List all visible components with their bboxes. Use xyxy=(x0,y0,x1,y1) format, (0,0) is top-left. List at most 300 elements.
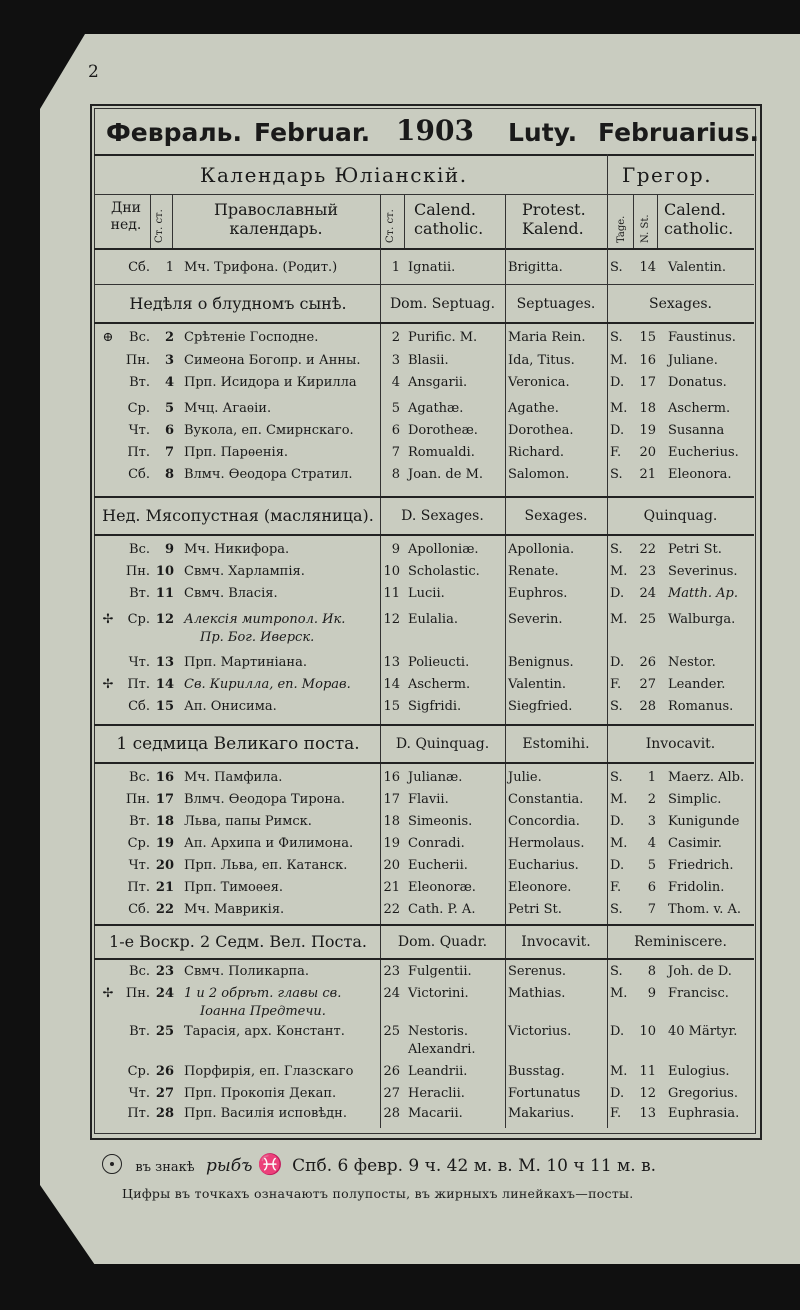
greg-weekday: M. xyxy=(610,401,628,416)
col-ost-header: Ст. ст. xyxy=(154,209,165,243)
catholic-entry: Sigfridi. xyxy=(408,699,462,714)
title-de: Februar. xyxy=(254,118,371,147)
catholic-entry: Victorini. xyxy=(408,986,469,1001)
day-number: 20 xyxy=(155,858,174,873)
greg-day-number: 7 xyxy=(647,902,656,917)
protestant-entry: Renate. xyxy=(508,564,559,579)
catholic-entry: Lucii. xyxy=(408,586,445,601)
day-number-2: 8 xyxy=(391,467,400,482)
catholic-entry: Purific. M. xyxy=(408,330,478,345)
table-row xyxy=(96,654,752,674)
month-title xyxy=(96,112,759,154)
section-header-orthodox: Недѣля о блудномъ сынѣ. xyxy=(129,294,347,313)
greg-catholic-entry: Gregorius. xyxy=(668,1086,738,1101)
catholic-entry-continued: Alexandri. xyxy=(408,1042,476,1057)
orthodox-entry: Льва, папы Римск. xyxy=(184,814,312,829)
catholic-entry: Polieucti. xyxy=(408,655,470,670)
orthodox-entry: Прп. Василія исповѣдн. xyxy=(184,1106,347,1121)
table-row xyxy=(96,769,752,789)
protestant-entry: Dorothea. xyxy=(508,423,574,438)
title-ru: Февраль. xyxy=(106,118,242,147)
catholic-entry: Macarii. xyxy=(408,1106,463,1121)
vline xyxy=(404,194,405,248)
orthodox-entry: Прп. Мартиніана. xyxy=(184,655,307,670)
section-header-gregorian: Reminiscere. xyxy=(634,934,727,950)
protestant-entry: Veronica. xyxy=(508,375,570,390)
col-orthodox-header xyxy=(178,200,374,238)
catholic-entry: Flavii. xyxy=(408,792,449,807)
orthodox-entry-continued: Іоанна Предтечи. xyxy=(200,1004,326,1019)
table-row xyxy=(96,676,752,696)
orthodox-entry-continued: Пр. Бог. Иверск. xyxy=(200,630,315,645)
divider xyxy=(94,958,754,960)
col-nst-header: N. St. xyxy=(640,214,651,243)
orthodox-entry: Прп. Льва, еп. Катанск. xyxy=(184,858,348,873)
catholic-entry: Eleonoræ. xyxy=(408,880,476,895)
title-pl: Luty. xyxy=(508,118,578,147)
catholic-entry: Conradi. xyxy=(408,836,465,851)
day-number-2: 15 xyxy=(383,699,400,714)
col-cath-header-1: Calend. xyxy=(414,200,476,219)
weekday: Вт. xyxy=(129,1024,150,1039)
greg-day-number: 20 xyxy=(639,445,656,460)
greg-weekday: S. xyxy=(610,467,623,482)
day-number: 25 xyxy=(155,1024,174,1039)
day-number-2: 24 xyxy=(383,986,400,1001)
weekday: Пт. xyxy=(127,1106,150,1121)
day-number-2: 25 xyxy=(383,1024,400,1039)
table-row xyxy=(96,1085,752,1105)
greg-catholic-entry: Nestor. xyxy=(668,655,716,670)
orthodox-entry: Прп. Тимоѳея. xyxy=(184,880,284,895)
protestant-entry: Valentin. xyxy=(508,677,567,692)
orthodox-entry: Мч. Никифора. xyxy=(184,542,290,557)
section-header-orthodox: 1 седмица Великаго поста. xyxy=(116,734,360,754)
weekday: Пн. xyxy=(125,792,150,807)
weekday: Пт. xyxy=(127,677,150,692)
protestant-entry: Serenus. xyxy=(508,964,567,979)
greg-day-number: 19 xyxy=(639,423,656,438)
divider xyxy=(94,194,754,195)
greg-weekday: F. xyxy=(610,880,622,895)
orthodox-entry: Порфирія, еп. Глазскаго xyxy=(184,1064,354,1079)
day-number-2: 23 xyxy=(383,964,400,979)
table-row xyxy=(96,444,752,464)
protestant-entry: Eleonore. xyxy=(508,880,572,895)
col-prot-header-2: Kalend. xyxy=(522,219,584,238)
weekday: Пт. xyxy=(127,445,150,460)
protestant-entry: Eucharius. xyxy=(508,858,579,873)
day-number-2: 1 xyxy=(391,260,400,275)
greg-weekday: D. xyxy=(610,814,625,829)
table-row xyxy=(96,1063,752,1083)
greg-weekday: F. xyxy=(610,1106,622,1121)
day-number: 16 xyxy=(155,770,174,785)
footer-line-2: Цифры въ точкахъ означаютъ полупосты, въ жирныхъ линейкахъ—посты. xyxy=(122,1186,634,1201)
greg-day-number: 4 xyxy=(647,836,656,851)
greg-catholic-entry: Matth. Ap. xyxy=(668,586,738,601)
table-row xyxy=(96,1023,752,1057)
greg-catholic-entry: Casimir. xyxy=(668,836,722,851)
protestant-entry: Salomon. xyxy=(508,467,570,482)
weekday: Вт. xyxy=(129,814,150,829)
protestant-entry: Petri St. xyxy=(508,902,562,917)
table-row xyxy=(96,541,752,561)
day-number: 21 xyxy=(155,880,174,895)
col-gcath-header-2: catholic. xyxy=(664,219,734,238)
greg-weekday: M. xyxy=(610,612,628,627)
weekday: Ср. xyxy=(127,1064,150,1079)
day-number: 10 xyxy=(155,564,174,579)
catholic-entry: Romualdi. xyxy=(408,445,475,460)
day-number-2: 21 xyxy=(383,880,400,895)
catholic-entry: Nestoris. xyxy=(408,1024,468,1039)
day-number: 14 xyxy=(155,677,174,692)
catholic-entry: Cath. P. A. xyxy=(408,902,476,917)
day-number: 17 xyxy=(155,792,174,807)
weekday: Чт. xyxy=(128,655,150,670)
weekday: Сб. xyxy=(128,467,150,482)
gregorian-header: Грегор. xyxy=(622,163,713,187)
divider xyxy=(94,924,754,926)
greg-catholic-entry: Friedrich. xyxy=(668,858,734,873)
weekday: Чт. xyxy=(128,423,150,438)
page-corner-bottom xyxy=(40,1185,95,1265)
title-la: Februarius. xyxy=(598,118,759,147)
greg-weekday: M. xyxy=(610,986,628,1001)
orthodox-entry: Влмч. Ѳеодора Тирона. xyxy=(184,792,346,807)
greg-day-number: 24 xyxy=(639,586,656,601)
greg-catholic-entry: Eucherius. xyxy=(668,445,739,460)
greg-catholic-entry: Petri St. xyxy=(668,542,722,557)
greg-catholic-entry: Susanna xyxy=(668,423,725,438)
table-row xyxy=(96,611,752,645)
day-number: 26 xyxy=(155,1064,174,1079)
day-number: 27 xyxy=(155,1086,174,1101)
catholic-entry: Leandrii. xyxy=(408,1064,468,1079)
col-gcath-header-1: Calend. xyxy=(664,200,726,219)
greg-day-number: 26 xyxy=(639,655,656,670)
day-number-2: 27 xyxy=(383,1086,400,1101)
orthodox-entry: Мчц. Агаѳіи. xyxy=(184,401,272,416)
orthodox-entry: Симеона Богопр. и Анны. xyxy=(184,353,361,368)
col-prot-header-1: Protest. xyxy=(522,200,586,219)
page-number: 2 xyxy=(88,62,99,82)
catholic-entry: Julianæ. xyxy=(408,770,463,785)
greg-day-number: 1 xyxy=(647,770,656,785)
day-number: 12 xyxy=(155,612,174,627)
col-ost2-header: Ст. ст. xyxy=(385,209,396,243)
day-number: 8 xyxy=(164,467,174,482)
greg-catholic-entry: Donatus. xyxy=(668,375,727,390)
protestant-entry: Concordia. xyxy=(508,814,580,829)
col-tage-header: Tage. xyxy=(616,215,627,243)
protestant-entry: Ida, Titus. xyxy=(508,353,575,368)
greg-weekday: S. xyxy=(610,699,623,714)
greg-day-number: 8 xyxy=(647,964,656,979)
divider xyxy=(94,154,754,156)
section-header-catholic: Dom. Quadr. xyxy=(397,934,488,950)
col-cath-header xyxy=(414,200,483,238)
day-number: 2 xyxy=(164,330,174,345)
table-row xyxy=(96,985,752,1019)
protestant-entry: Fortunatus xyxy=(508,1086,581,1101)
greg-catholic-entry: Juliane. xyxy=(668,353,718,368)
catholic-entry: Ascherm. xyxy=(408,677,471,692)
col-cath-header-2: catholic. xyxy=(414,219,484,238)
day-number-2: 13 xyxy=(383,655,400,670)
weekday: Пт. xyxy=(127,880,150,895)
section-header-gregorian: Sexages. xyxy=(649,296,712,312)
footer-text-b: рыбъ xyxy=(206,1156,253,1176)
day-number-2: 7 xyxy=(391,445,400,460)
greg-day-number: 14 xyxy=(639,260,656,275)
title-year: 1903 xyxy=(396,114,474,147)
day-number: 9 xyxy=(164,542,174,557)
greg-catholic-entry: Kunigunde xyxy=(668,814,740,829)
day-number: 13 xyxy=(155,655,174,670)
day-number-2: 14 xyxy=(383,677,400,692)
greg-catholic-entry: Maerz. Alb. xyxy=(668,770,745,785)
table-row xyxy=(96,374,752,394)
protestant-entry: Siegfried. xyxy=(508,699,573,714)
col-days-header-2: нед. xyxy=(110,217,142,233)
protestant-entry: Makarius. xyxy=(508,1106,575,1121)
greg-day-number: 21 xyxy=(639,467,656,482)
divider xyxy=(94,724,754,726)
orthodox-entry: Свмч. Поликарпа. xyxy=(184,964,310,979)
day-number: 7 xyxy=(164,445,174,460)
greg-day-number: 22 xyxy=(639,542,656,557)
weekday: Сб. xyxy=(128,260,150,275)
orthodox-entry: Алексія митропол. Ик. xyxy=(184,612,346,627)
weekday: Вс. xyxy=(129,770,150,785)
orthodox-entry: Срѣтеніе Господне. xyxy=(184,330,319,345)
day-number-2: 12 xyxy=(383,612,400,627)
greg-weekday: D. xyxy=(610,1024,625,1039)
col-gcath-header xyxy=(664,200,733,238)
cross-mark-icon: ✢ xyxy=(102,612,114,627)
greg-day-number: 9 xyxy=(647,986,656,1001)
greg-day-number: 27 xyxy=(639,677,656,692)
greg-weekday: D. xyxy=(610,375,625,390)
greg-day-number: 18 xyxy=(639,401,656,416)
catholic-entry: Ignatii. xyxy=(408,260,456,275)
greg-catholic-entry: Fridolin. xyxy=(668,880,725,895)
day-number-2: 2 xyxy=(391,330,400,345)
greg-catholic-entry: Eulogius. xyxy=(668,1064,730,1079)
greg-catholic-entry: Valentin. xyxy=(668,260,727,275)
protestant-entry: Brigitta. xyxy=(508,260,563,275)
orthodox-entry: Прп. Прокопія Декап. xyxy=(184,1086,337,1101)
table-row xyxy=(96,563,752,583)
day-number-2: 20 xyxy=(383,858,400,873)
day-number-2: 10 xyxy=(383,564,400,579)
orthodox-entry: Мч. Маврикія. xyxy=(184,902,285,917)
section-header-catholic: Dom. Septuag. xyxy=(389,296,496,312)
day-number-2: 16 xyxy=(383,770,400,785)
divider xyxy=(94,248,754,250)
catholic-entry: Heraclii. xyxy=(408,1086,465,1101)
greg-day-number: 10 xyxy=(639,1024,656,1039)
day-number: 11 xyxy=(155,586,174,601)
weekday: Вт. xyxy=(129,586,150,601)
table-row xyxy=(96,329,752,349)
pisces-icon: ♓ xyxy=(257,1152,283,1176)
col-orthodox-header-1: Православный xyxy=(213,200,339,219)
greg-day-number: 11 xyxy=(639,1064,656,1079)
divider xyxy=(94,496,754,498)
greg-weekday: D. xyxy=(610,423,625,438)
vline xyxy=(657,194,658,248)
greg-day-number: 3 xyxy=(647,814,656,829)
weekday: Пн. xyxy=(125,353,150,368)
greg-weekday: M. xyxy=(610,353,628,368)
greg-weekday: D. xyxy=(610,586,625,601)
greg-day-number: 25 xyxy=(639,612,656,627)
orthodox-entry: Тарасія, арх. Констант. xyxy=(184,1024,345,1039)
weekday: Сб. xyxy=(128,902,150,917)
day-number-2: 26 xyxy=(383,1064,400,1079)
vline xyxy=(607,194,608,248)
orthodox-entry: Влмч. Ѳеодора Стратил. xyxy=(184,467,353,482)
day-number-2: 17 xyxy=(383,792,400,807)
day-number: 23 xyxy=(155,964,174,979)
section-header-protestant: Invocavit. xyxy=(521,934,591,950)
table-row xyxy=(96,422,752,442)
cross-mark-icon: ✢ xyxy=(102,677,114,692)
col-orthodox-header-2: календарь. xyxy=(229,219,323,238)
greg-catholic-entry: Eleonora. xyxy=(668,467,732,482)
section-header-catholic: D. Quinquag. xyxy=(395,736,490,752)
greg-day-number: 23 xyxy=(639,564,656,579)
col-prot-header xyxy=(522,200,586,238)
protestant-entry: Benignus. xyxy=(508,655,574,670)
orthodox-entry: Св. Кирилла, еп. Морав. xyxy=(184,677,351,692)
greg-catholic-entry: Ascherm. xyxy=(668,401,731,416)
weekday: Сб. xyxy=(128,699,150,714)
day-number: 3 xyxy=(164,353,174,368)
vline xyxy=(607,154,608,194)
greg-weekday: M. xyxy=(610,1064,628,1079)
day-number: 4 xyxy=(164,375,174,390)
table-row xyxy=(96,791,752,811)
sun-icon xyxy=(102,1154,122,1174)
page-corner xyxy=(40,34,85,109)
section-header-protestant: Estomihi. xyxy=(522,736,590,752)
day-number: 19 xyxy=(155,836,174,851)
col-days-header-1: Дни xyxy=(110,200,142,216)
cross-mark-icon: ✢ xyxy=(102,986,114,1001)
protestant-entry: Julie. xyxy=(508,770,542,785)
day-number-2: 28 xyxy=(383,1106,400,1121)
divider xyxy=(94,284,754,285)
day-number: 18 xyxy=(155,814,174,829)
footer-text-a: въ знакѣ xyxy=(135,1160,195,1175)
greg-day-number: 5 xyxy=(647,858,656,873)
greg-catholic-entry: Romanus. xyxy=(668,699,734,714)
day-number-2: 5 xyxy=(391,401,400,416)
catholic-entry: Fulgentii. xyxy=(408,964,472,979)
greg-day-number: 28 xyxy=(639,699,656,714)
table-row xyxy=(96,813,752,833)
weekday: Вс. xyxy=(129,330,150,345)
catholic-entry: Dorotheæ. xyxy=(408,423,478,438)
catholic-entry: Scholastic. xyxy=(408,564,480,579)
divider xyxy=(94,534,754,536)
table-row xyxy=(96,259,752,279)
greg-weekday: F. xyxy=(610,677,622,692)
weekday: Ср. xyxy=(127,836,150,851)
section-header-protestant: Septuages. xyxy=(516,296,596,312)
weekday: Пн. xyxy=(125,986,150,1001)
greg-day-number: 6 xyxy=(647,880,656,895)
day-number-2: 18 xyxy=(383,814,400,829)
catholic-entry: Ansgarii. xyxy=(408,375,468,390)
greg-catholic-entry: Walburga. xyxy=(668,612,736,627)
divider xyxy=(94,762,754,764)
table-row xyxy=(96,835,752,855)
weekday: Вт. xyxy=(129,375,150,390)
table-row xyxy=(96,698,752,718)
orthodox-entry: Мч. Трифона. (Родит.) xyxy=(184,260,338,275)
day-number: 24 xyxy=(155,986,174,1001)
protestant-entry: Constantia. xyxy=(508,792,584,807)
section-header-gregorian: Quinquag. xyxy=(643,508,718,524)
day-number-2: 3 xyxy=(391,353,400,368)
protestant-entry: Severin. xyxy=(508,612,563,627)
weekday: Вс. xyxy=(129,542,150,557)
table-row xyxy=(96,1105,752,1125)
greg-weekday: M. xyxy=(610,836,628,851)
greg-day-number: 17 xyxy=(639,375,656,390)
day-number: 6 xyxy=(164,423,174,438)
footer-line-1 xyxy=(102,1152,656,1176)
protestant-entry: Richard. xyxy=(508,445,565,460)
table-row xyxy=(96,963,752,983)
greg-catholic-entry: Francisc. xyxy=(668,986,729,1001)
section-header-protestant: Sexages. xyxy=(524,508,588,524)
orthodox-entry: Мч. Памфила. xyxy=(184,770,283,785)
greg-day-number: 13 xyxy=(639,1106,656,1121)
weekday: Ср. xyxy=(127,401,150,416)
protestant-entry: Hermolaus. xyxy=(508,836,585,851)
orthodox-entry: Прп. Парѳенія. xyxy=(184,445,289,460)
catholic-entry: Blasii. xyxy=(408,353,449,368)
feast-mark-icon: ⊕ xyxy=(102,330,114,345)
protestant-entry: Victorius. xyxy=(508,1024,572,1039)
catholic-entry: Eulalia. xyxy=(408,612,458,627)
greg-day-number: 2 xyxy=(647,792,656,807)
greg-catholic-entry: Joh. de D. xyxy=(668,964,732,979)
protestant-entry: Mathias. xyxy=(508,986,566,1001)
vline xyxy=(172,194,173,248)
section-header-orthodox: 1-е Воскр. 2 Седм. Вел. Поста. xyxy=(109,932,367,951)
catholic-entry: Eucherii. xyxy=(408,858,468,873)
greg-catholic-entry: Simplic. xyxy=(668,792,722,807)
greg-catholic-entry: Leander. xyxy=(668,677,726,692)
protestant-entry: Busstag. xyxy=(508,1064,565,1079)
footer-text-c: Спб. 6 февр. 9 ч. 42 м. в. М. 10 ч 11 м. в. xyxy=(292,1156,657,1176)
vline xyxy=(380,194,381,248)
section-header-gregorian: Invocavit. xyxy=(645,736,716,752)
greg-weekday: S. xyxy=(610,260,623,275)
orthodox-entry: Вукола, еп. Смирнскаго. xyxy=(184,423,354,438)
orthodox-entry: Ап. Архипа и Филимона. xyxy=(184,836,354,851)
greg-day-number: 12 xyxy=(639,1086,656,1101)
catholic-entry: Simeonis. xyxy=(408,814,473,829)
table-row xyxy=(96,857,752,877)
